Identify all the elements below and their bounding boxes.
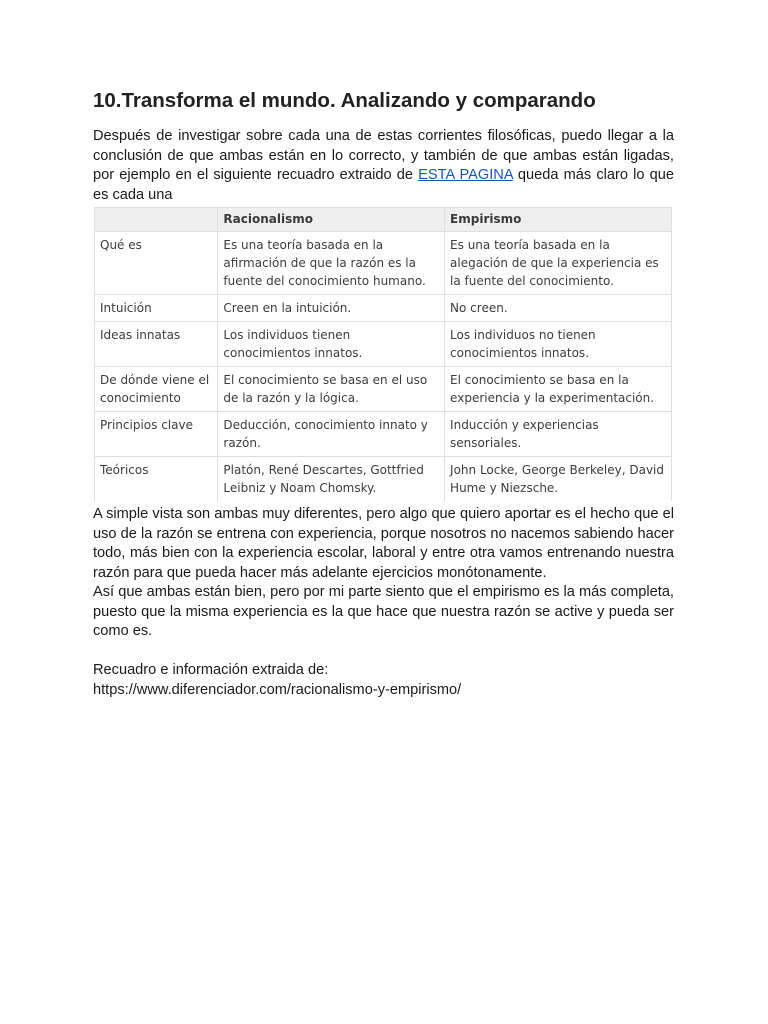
row-label: Teóricos	[95, 457, 218, 502]
racionalismo-cell: El conocimiento se basa en el uso de la razón y la lógica.	[218, 367, 445, 412]
header-cell-empirismo: Empirismo	[445, 208, 672, 232]
header-cell-racionalismo: Racionalismo	[218, 208, 445, 232]
row-label: Qué es	[95, 232, 218, 295]
empirismo-cell: El conocimiento se basa en la experiencia y la experimentación.	[445, 367, 672, 412]
blank-line	[93, 642, 674, 662]
row-label: Ideas innatas	[95, 322, 218, 367]
page-title: 10.Transforma el mundo. Analizando y comparando	[93, 89, 596, 112]
table-row	[95, 367, 672, 412]
analysis-paragraph: A simple vista son ambas muy diferentes, pero algo que quiero aportar es el hecho que el uso de la razón se entrena con experiencia, porque nosotros no nacemos sabiendo hacer todo, más bien con la experiencia escolar, laboral y entre otra vamos entrenando nuestra razón para que pueda hacer más adelante ejercicios monótonamente.	[93, 506, 674, 581]
racionalismo-cell: Los individuos tienen conocimientos innatos.	[218, 322, 445, 367]
row-label: Intuición	[95, 295, 218, 322]
header-cell-empty	[95, 208, 218, 232]
conclusion-paragraph: Así que ambas están bien, pero por mi parte siento que el empirismo es la más completa, puesto que la misma experiencia es la que hace que nuestra razón se active y pueda ser como es.	[93, 584, 674, 639]
racionalismo-cell: Creen en la intuición.	[218, 295, 445, 322]
empirismo-cell: John Locke, George Berkeley, David Hume y Niezsche.	[445, 457, 672, 502]
racionalismo-cell: Platón, René Descartes, Gottfried Leibniz y Noam Chomsky.	[218, 457, 445, 502]
racionalismo-cell: Deducción, conocimiento innato y razón.	[218, 412, 445, 457]
table-row	[95, 232, 672, 295]
intro-text-after-link: queda más claro lo que es cada una	[93, 167, 675, 203]
table-row	[95, 457, 672, 502]
table-header-row	[95, 208, 672, 232]
table-row	[95, 322, 672, 367]
source-url: https://www.diferenciador.com/racionalismo-y-empirismo/	[93, 681, 462, 698]
row-label: Principios clave	[95, 412, 218, 457]
intro-paragraph	[93, 127, 674, 205]
table-row	[95, 412, 672, 457]
source-label: Recuadro e información extraida de:	[93, 662, 329, 678]
empirismo-cell: Los individuos no tienen conocimientos innatos.	[445, 322, 672, 367]
intro-text-before-link: Después de investigar sobre cada una de estas corrientes filosóficas, puedo llegar a la conclusión de que ambas están en lo correcto, y también de que ambas están ligadas, por ejemplo en el siguiente recuadro extraido de	[93, 128, 674, 183]
row-label: De dónde viene el conocimiento	[95, 367, 218, 412]
empirismo-cell: No creen.	[445, 295, 672, 322]
document-page	[93, 88, 674, 700]
empirismo-cell: Inducción y experiencias sensoriales.	[445, 412, 672, 457]
empirismo-cell: Es una teoría basada en la alegación de que la experiencia es la fuente del conocimiento.	[445, 232, 672, 295]
source-link[interactable]: ESTA PAGINA	[418, 167, 513, 183]
table-row	[95, 295, 672, 322]
racionalismo-cell: Es una teoría basada en la afirmación de que la razón es la fuente del conocimiento humano.	[218, 232, 445, 295]
comparison-table	[94, 207, 672, 501]
